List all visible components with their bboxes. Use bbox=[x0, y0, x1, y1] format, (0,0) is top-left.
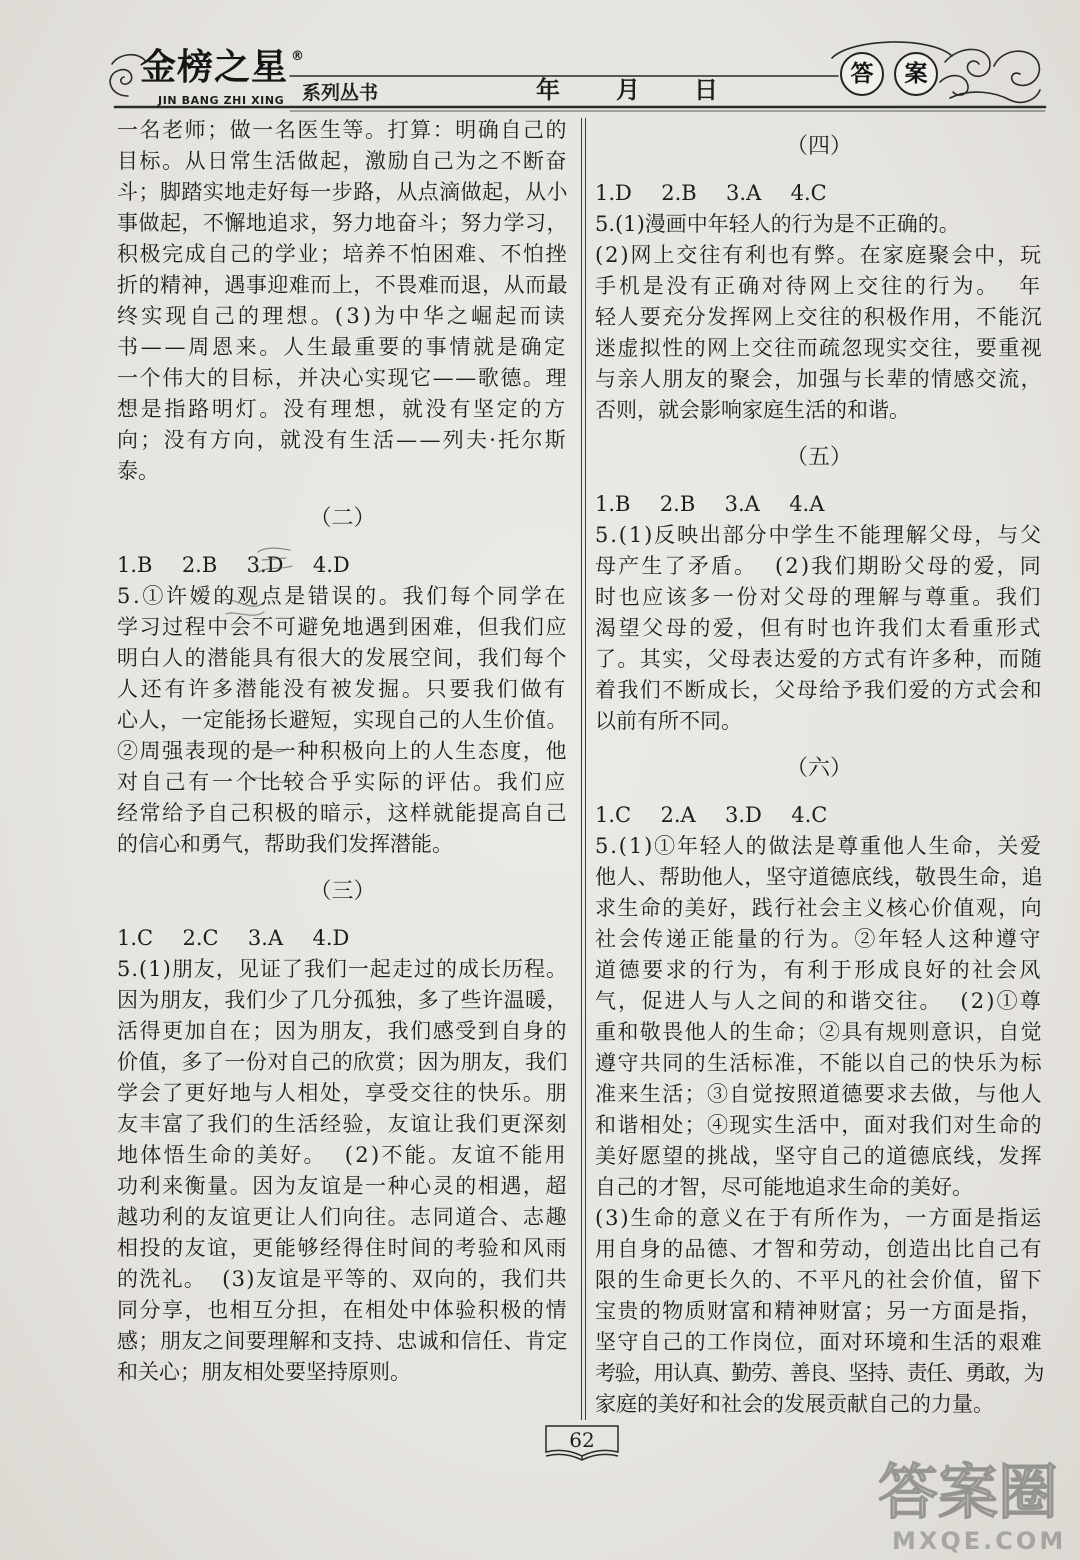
text-line: 渴望父母的爱，但有时也许我们太看重形式 bbox=[595, 615, 1043, 640]
text-line: 5.(1)①年轻人的做法是尊重他人生命，关爱 bbox=[595, 833, 1043, 858]
text-line: 与亲人朋友的聚会，加强与长辈的情感交流， bbox=[595, 366, 1043, 391]
text-line: 道德要求的行为，有利于形成良好的社会风 bbox=[595, 957, 1043, 982]
watermark-domain: MXQE.COM bbox=[892, 1527, 1067, 1555]
section-heading: （三） bbox=[309, 878, 376, 904]
text-line: 友丰富了我们的生活经验，友谊让我们更深刻 bbox=[117, 1111, 568, 1136]
text-line: 遵守共同的生活标准，不能以自己的快乐为标 bbox=[595, 1050, 1043, 1075]
text-line: 的洗礼。 (3)友谊是平等的、双向的，我们共 bbox=[117, 1266, 568, 1291]
text-line: 功利来衡量。因为友谊是一种心灵的相遇，超 bbox=[117, 1173, 568, 1198]
text-line: 手机是没有正确对待网上交往的行为。 年 bbox=[595, 273, 1043, 298]
text-line: 向；没有方向，就没有生活——列夫·托尔斯 bbox=[117, 427, 568, 452]
text-line: (3)生命的意义在于有所作为，一方面是指运 bbox=[595, 1205, 1043, 1230]
registered-mark: ® bbox=[291, 49, 304, 64]
text-line: 了。其实，父母表达爱的方式有许多种，而随 bbox=[595, 646, 1043, 671]
text-line: 轻人要充分发挥网上交往的积极作用，不能沉 bbox=[595, 304, 1043, 329]
section-heading: （五） bbox=[785, 444, 852, 470]
text-line: 经常给予自己积极的暗示，这样就能提高自己 bbox=[117, 800, 568, 825]
text-line: 感；朋友之间要理解和支持、忠诚和信任、肯定 bbox=[117, 1328, 568, 1353]
text-line: 终实现自己的理想。(3)为中华之崛起而读 bbox=[117, 303, 568, 328]
text-line: 家庭的美好和社会的发展贡献自己的力量。 bbox=[595, 1391, 994, 1416]
text-line: (2)网上交往有利也有弊。在家庭聚会中，玩 bbox=[595, 242, 1043, 267]
text-line: 越功利的友谊更让人们向往。志同道合、志趣 bbox=[117, 1204, 568, 1229]
text-line: 泰。 bbox=[117, 458, 159, 483]
text-line: 折的精神，遇事迎难而上，不畏难而退，从而最 bbox=[117, 272, 568, 297]
text-line: 他人、帮助他人，坚守道德底线，敬畏生命，追 bbox=[595, 864, 1043, 889]
text-line: 自己的才智，尽可能地追求生命的美好。 bbox=[595, 1174, 973, 1199]
text-line: 用自身的品德、才智和劳动，创造出比自己有 bbox=[595, 1236, 1043, 1261]
choice-answers: 1.D 2.B 3.A 4.C bbox=[595, 180, 827, 205]
text-line: 母产生了矛盾。 (2)我们期盼父母的爱，同 bbox=[595, 553, 1043, 578]
date-year-label: 年 bbox=[536, 75, 560, 104]
section-heading: （六） bbox=[785, 755, 852, 781]
text-line: 迷虚拟性的网上交往而疏忽现实交往，要重视 bbox=[595, 335, 1043, 360]
text-line: 斗；脚踏实地走好每一步路，从点滴做起，从小 bbox=[117, 179, 568, 204]
text-line: 价值，多了一份对自己的欣赏；因为朋友，我们 bbox=[117, 1049, 568, 1074]
series-label: 系列丛书 bbox=[302, 82, 379, 104]
text-line: ②周强表现的是一种积极向上的人生态度，他 bbox=[117, 738, 568, 763]
text-line: 目标。从日常生活做起，激励自己为之不断奋 bbox=[117, 148, 568, 173]
text-line: 因为朋友，我们少了几分孤独，多了些许温暖， bbox=[117, 987, 568, 1012]
text-line: 着我们不断成长，父母给予我们爱的方式会和 bbox=[595, 677, 1043, 702]
text-line: 宝贵的物质财富和精神财富；另一方面是指， bbox=[595, 1298, 1043, 1323]
text-line: 5.(1)漫画中年轻人的行为是不正确的。 bbox=[595, 211, 960, 236]
text-line: 事做起，不懈地追求，努力地奋斗；努力学习， bbox=[117, 210, 568, 235]
text-line: 美好愿望的挑战，坚守自己的道德底线，发挥 bbox=[595, 1143, 1043, 1168]
text-line: 一名老师；做一名医生等。打算：明确自己的 bbox=[117, 117, 568, 142]
watermark-logo: 答案圈 bbox=[878, 1458, 1058, 1528]
text-line: 坚守自己的工作岗位，面对环境和生活的艰难 bbox=[595, 1329, 1043, 1354]
text-line: 书——周恩来。人生最重要的事情就是确定 bbox=[117, 334, 568, 359]
text-line: 否则，就会影响家庭生活的和谐。 bbox=[595, 397, 910, 422]
text-line: 对自己有一个比较合乎实际的评估。我们应 bbox=[117, 769, 568, 794]
text-line: 社会传递正能量的行为。②年轻人这种遵守 bbox=[595, 926, 1043, 951]
text-line: 5.(1)反映出部分中学生不能理解父母，与父 bbox=[595, 522, 1043, 547]
text-line: 地体悟生命的美好。 (2)不能。友谊不能用 bbox=[117, 1142, 568, 1167]
text-line: 学习过程中会不可避免地遇到困难，但我们应 bbox=[117, 614, 568, 639]
text-line: 重和敬畏他人的生命；②具有规则意识，自觉 bbox=[595, 1019, 1043, 1044]
text-line: 心人，一定能扬长避短，实现自己的人生价值。 bbox=[117, 707, 568, 732]
text-line: 5.(1)朋友，见证了我们一起走过的成长历程。 bbox=[117, 956, 568, 981]
text-line: 气，促进人与人之间的和谐交往。 (2)①尊 bbox=[595, 988, 1043, 1013]
date-month-label: 月 bbox=[616, 75, 640, 104]
text-line: 相投的友谊，更能够经得住时间的考验和风雨 bbox=[117, 1235, 568, 1260]
text-line: 同分享，也相互分担，在相处中体验积极的情 bbox=[117, 1297, 568, 1322]
text-line: 求生命的美好，践行社会主义核心价值观，向 bbox=[595, 895, 1043, 920]
date-day-label: 日 bbox=[694, 75, 718, 104]
brand-logo-text: 金榜之星 bbox=[140, 47, 289, 88]
text-line: 的信心和勇气，帮助我们发挥潜能。 bbox=[117, 831, 453, 856]
choice-answers: 1.B 2.B 3.D 4.D bbox=[117, 552, 350, 577]
text-line: 考验，用认真、勤劳、善良、坚持、责任、勇敢，为 bbox=[595, 1360, 1043, 1385]
answer-badge-second: 案 bbox=[894, 52, 938, 96]
answer-badge-first: 答 bbox=[840, 52, 884, 96]
choice-answers: 1.C 2.A 3.D 4.C bbox=[595, 802, 828, 827]
text-line: 以前有所不同。 bbox=[595, 708, 742, 733]
text-line: 和谐相处；④现实生活中，面对我们对生命的 bbox=[595, 1112, 1043, 1137]
text-line: 积极完成自己的学业；培养不怕困难、不怕挫 bbox=[117, 241, 568, 266]
text-line: 和关心；朋友相处要坚持原则。 bbox=[117, 1359, 411, 1384]
text-line: 人还有许多潜能没有被发掘。只要我们做有 bbox=[117, 676, 568, 701]
section-heading: （四） bbox=[785, 133, 852, 159]
text-line: 限的生命更长久的、不平凡的社会价值，留下 bbox=[595, 1267, 1043, 1292]
choice-answers: 1.C 2.C 3.A 4.D bbox=[117, 925, 350, 950]
text-line: 明白人的潜能具有很大的发展空间，我们每个 bbox=[117, 645, 568, 670]
section-heading: （二） bbox=[309, 505, 376, 531]
text-line: 一个伟大的目标，并决心实现它——歌德。理 bbox=[117, 365, 568, 390]
brand-pinyin: JIN BANG ZHI XING bbox=[158, 94, 285, 107]
text-line: 想是指路明灯。没有理想，就没有坚定的方 bbox=[117, 396, 568, 421]
text-line: 时也应该多一份对父母的理解与尊重。我们 bbox=[595, 584, 1043, 609]
text-line: 5.①许嫒的观点是错误的。我们每个同学在 bbox=[117, 583, 568, 608]
text-line: 学会了更好地与人相处，享受交往的快乐。朋 bbox=[117, 1080, 568, 1105]
text-line: 准来生活；③自觉按照道德要求去做，与他人 bbox=[595, 1081, 1043, 1106]
page-number: 62 bbox=[569, 1428, 595, 1452]
text-line: 活得更加自在；因为朋友，我们感受到自身的 bbox=[117, 1018, 568, 1043]
choice-answers: 1.B 2.B 3.A 4.A bbox=[595, 491, 825, 516]
